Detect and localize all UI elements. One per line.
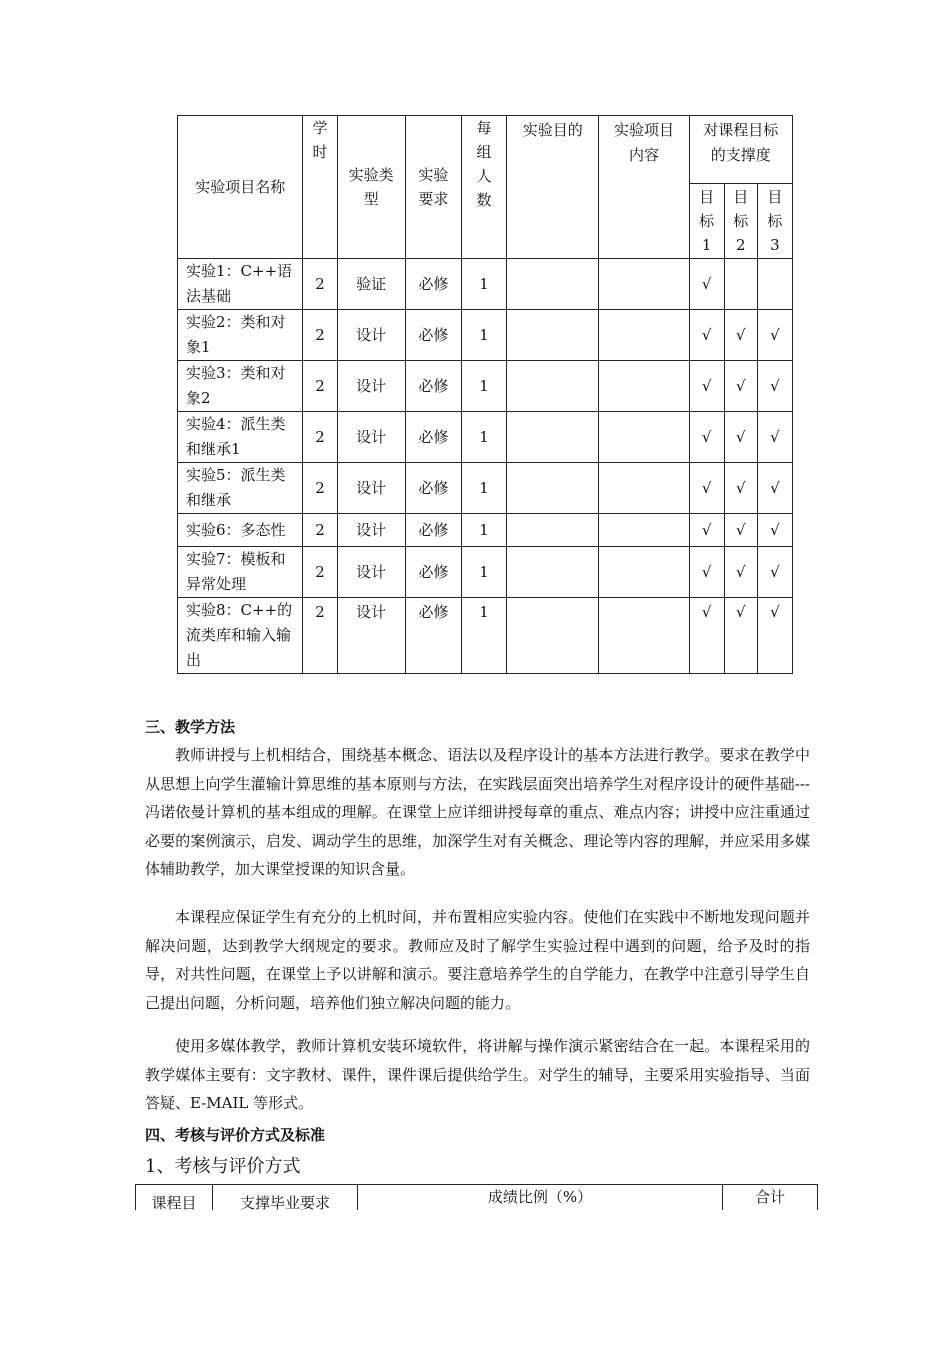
cell-group: 1 [461,412,506,463]
cell-g3: √ [757,412,792,463]
cell-type: 设计 [337,598,405,674]
cell-hours: 2 [303,463,337,514]
cell-type: 设计 [337,310,405,361]
table-row [178,259,793,310]
table-row [178,412,793,463]
cell-name: 实验3：类和对象2 [178,361,303,412]
cell-type: 设计 [337,514,405,547]
cell-purpose [507,463,599,514]
cell-g1: √ [689,547,724,598]
cell-type: 设计 [337,547,405,598]
cell-g2 [724,259,757,310]
cell-requirement: 必修 [405,259,461,310]
table-row [178,514,793,547]
cell-content [599,310,689,361]
section3-title: 三、教学方法 [145,718,236,736]
section3-paragraph-2: 本课程应保证学生有充分的上机时间，并布置相应实验内容。使他们在实践中不断地发现问题并解决问题，达到教学大纲规定的要求。教师应及时了解学生实验过程中遇到的问题，给予及时的指导，对共性问题，在课堂上予以讲解和演示。要注意培养学生的自学能力，在教学中注意引导学生自己提出问题，分析问题，培养他们独立解决问题的能力。 [145,908,810,1012]
section3-paragraph-3: 使用多媒体教学，教师计算机安装环境软件，将讲解与操作演示紧密结合在一起。本课程采用的教学媒体主要有：文字教材、课件，课件课后提供给学生。对学生的辅导，主要采用实验指导、当面答疑、E-MAIL 等形式。 [145,1037,810,1112]
cell-g1: √ [689,412,724,463]
section4-title: 四、考核与评价方式及标准 [145,1126,326,1144]
cell-requirement: 必修 [405,514,461,547]
cell-content [599,259,689,310]
assess-header-score-ratio: 成绩比例（%） [358,1185,723,1211]
cell-g2: √ [724,361,757,412]
table-row [178,310,793,361]
cell-group: 1 [461,361,506,412]
cell-g3: √ [757,463,792,514]
cell-group: 1 [461,310,506,361]
cell-g3: √ [757,310,792,361]
cell-g2: √ [724,598,757,674]
cell-purpose [507,310,599,361]
cell-requirement: 必修 [405,463,461,514]
table-row [178,361,793,412]
experiment-table [177,115,793,674]
header-hours: 学时 [303,116,337,259]
cell-name: 实验4：派生类和继承1 [178,412,303,463]
cell-requirement: 必修 [405,598,461,674]
cell-purpose [507,598,599,674]
cell-purpose [507,514,599,547]
cell-requirement: 必修 [405,361,461,412]
cell-content [599,514,689,547]
header-requirement: 实验要求 [405,116,461,259]
cell-g2: √ [724,412,757,463]
cell-requirement: 必修 [405,310,461,361]
table-row [178,547,793,598]
cell-g1: √ [689,598,724,674]
cell-type: 设计 [337,412,405,463]
cell-g3 [757,259,792,310]
cell-group: 1 [461,547,506,598]
assessment-table-clip [130,1180,830,1210]
table-row [178,598,793,674]
header-group-size: 每组人数 [461,116,506,259]
assess-header-total: 合计 [723,1185,818,1211]
section3-paragraph-1: 教师讲授与上机相结合，围绕基本概念、语法以及程序设计的基本方法进行教学。要求在教学中从思想上向学生灌输计算思维的基本原则与方法，在实践层面突出培养学生对程序设计的硬件基础---冯诺依曼计算机的基本组成的理解。在课堂上应详细讲授每章的重点、难点内容；讲授中应注重通过必要的案例演示，启发、调动学生的思维，加深学生对有关概念、理论等内容的理解，并应采用多媒体辅助教学，加大课堂授课的知识含量。 [145,746,810,878]
cell-type: 验证 [337,259,405,310]
cell-type: 设计 [337,361,405,412]
cell-purpose [507,361,599,412]
cell-group: 1 [461,598,506,674]
cell-g1: √ [689,463,724,514]
cell-hours: 2 [303,310,337,361]
cell-g2: √ [724,310,757,361]
cell-type: 设计 [337,463,405,514]
cell-name: 实验6：多态性 [178,514,303,547]
cell-g1: √ [689,259,724,310]
cell-g3: √ [757,514,792,547]
section4-subtitle: 1、考核与评价方式 [145,1156,301,1177]
cell-purpose [507,547,599,598]
cell-name: 实验7：模板和异常处理 [178,547,303,598]
header-name: 实验项目名称 [178,116,303,259]
table-row [178,463,793,514]
header-purpose: 实验目的 [507,116,599,259]
assess-header-course-goal: 课程目 [136,1185,213,1211]
cell-g1: √ [689,514,724,547]
cell-g2: √ [724,463,757,514]
cell-hours: 2 [303,598,337,674]
header-content: 实验项目内容 [599,116,689,259]
cell-hours: 2 [303,412,337,463]
cell-g3: √ [757,361,792,412]
cell-purpose [507,412,599,463]
header-goal3: 目标3 [757,184,792,259]
cell-g2: √ [724,547,757,598]
header-goal2: 目标2 [724,184,757,259]
cell-name: 实验1：C++语法基础 [178,259,303,310]
cell-requirement: 必修 [405,412,461,463]
cell-group: 1 [461,463,506,514]
header-support: 对课程目标的支撑度 [689,116,792,184]
header-goal1: 目标1 [689,184,724,259]
cell-g2: √ [724,514,757,547]
cell-hours: 2 [303,514,337,547]
cell-hours: 2 [303,361,337,412]
cell-g1: √ [689,361,724,412]
cell-g3: √ [757,598,792,674]
cell-content [599,412,689,463]
cell-content [599,598,689,674]
cell-group: 1 [461,514,506,547]
cell-hours: 2 [303,259,337,310]
cell-purpose [507,259,599,310]
cell-content [599,463,689,514]
header-type: 实验类型 [337,116,405,259]
cell-name: 实验8：C++的流类库和输入输出 [178,598,303,674]
assessment-table [135,1184,818,1210]
cell-hours: 2 [303,547,337,598]
assess-header-support: 支撑毕业要求 [213,1185,358,1211]
cell-content [599,361,689,412]
cell-g3: √ [757,547,792,598]
cell-requirement: 必修 [405,547,461,598]
cell-name: 实验5：派生类和继承 [178,463,303,514]
cell-group: 1 [461,259,506,310]
cell-g1: √ [689,310,724,361]
cell-name: 实验2：类和对象1 [178,310,303,361]
cell-content [599,547,689,598]
